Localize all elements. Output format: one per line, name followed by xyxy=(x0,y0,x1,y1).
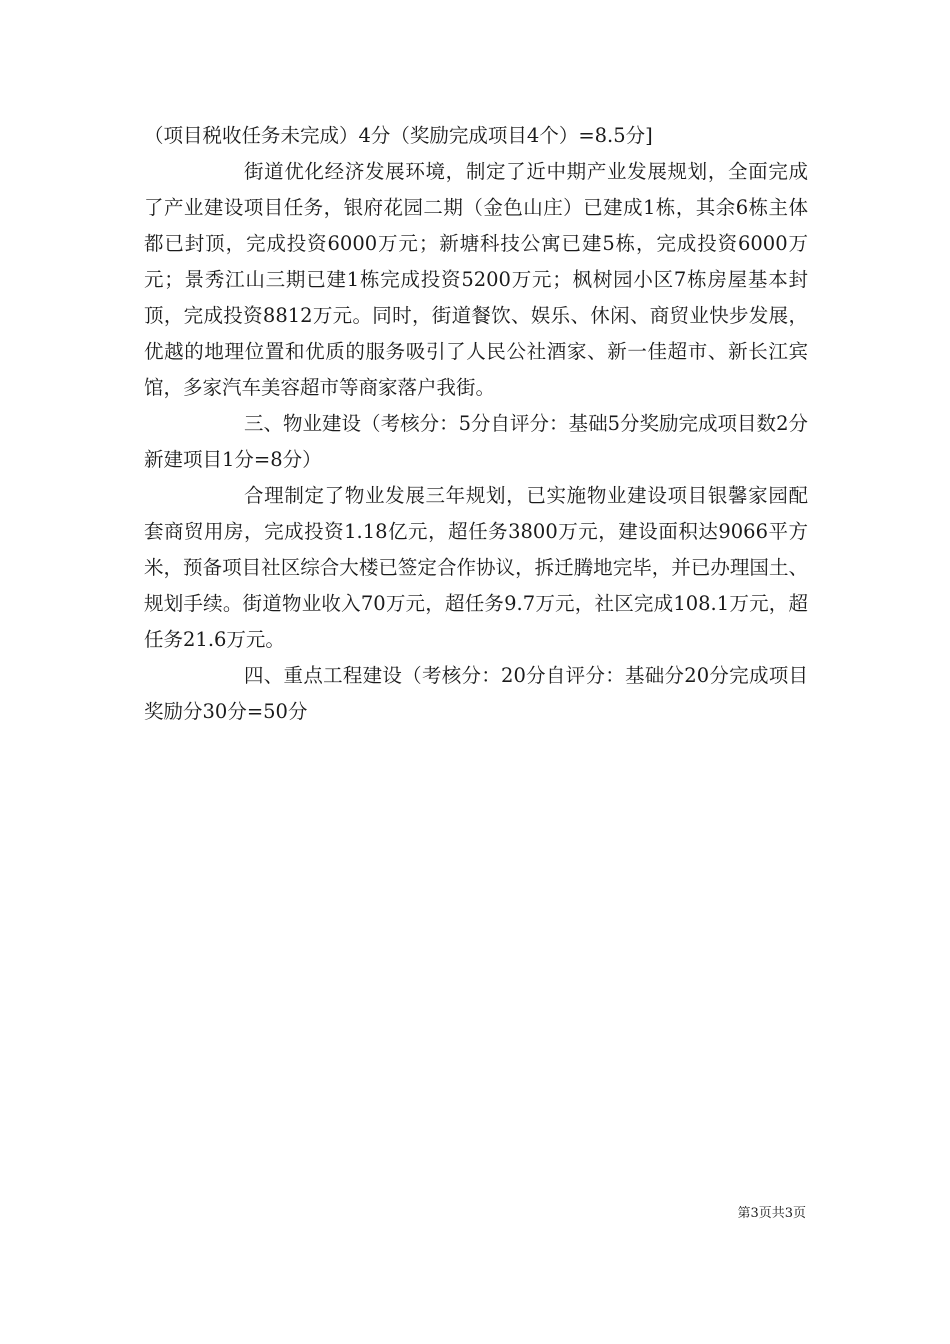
paragraph-score-continuation: （项目税收任务未完成）4分（奖励完成项目4个）=8.5分] xyxy=(144,124,653,147)
page-footer: 第3页共3页 xyxy=(737,1206,806,1221)
heading-property-construction: 三、物业建设（考核分：5分自评分：基础5分奖励完成项目数2分新建项目1分=8分） xyxy=(144,412,808,471)
document-body xyxy=(144,118,808,730)
paragraph-economic-environment: 街道优化经济发展环境，制定了近中期产业发展规划，全面完成了产业建设项目任务，银府花园二期（金色山庄）已建成1栋，其余6栋主体都已封顶，完成投资6000万元；新塘科技公寓已建5栋，完成投资6000万元；景秀江山三期已建1栋完成投资5200万元；枫树园小区7栋房屋基本封顶，完成投资8812万元。同时，街道餐饮、娱乐、休闲、商贸业快步发展，优越的地理位置和优质的服务吸引了人民公社酒家、新一佳超市、新长江宾馆，多家汽车美容超市等商家落户我街。 xyxy=(144,160,808,399)
paragraph-property-plan: 合理制定了物业发展三年规划，已实施物业建设项目银馨家园配套商贸用房，完成投资1.18亿元，超任务3800万元，建设面积达9066平方米，预备项目社区综合大楼已签定合作协议，拆迁腾地完毕，并已办理国土、规划手续。街道物业收入70万元，超任务9.7万元，社区完成108.1万元，超任务21.6万元。 xyxy=(144,484,808,651)
heading-key-projects: 四、重点工程建设（考核分：20分自评分：基础分20分完成项目奖励分30分=50分 xyxy=(144,664,808,723)
